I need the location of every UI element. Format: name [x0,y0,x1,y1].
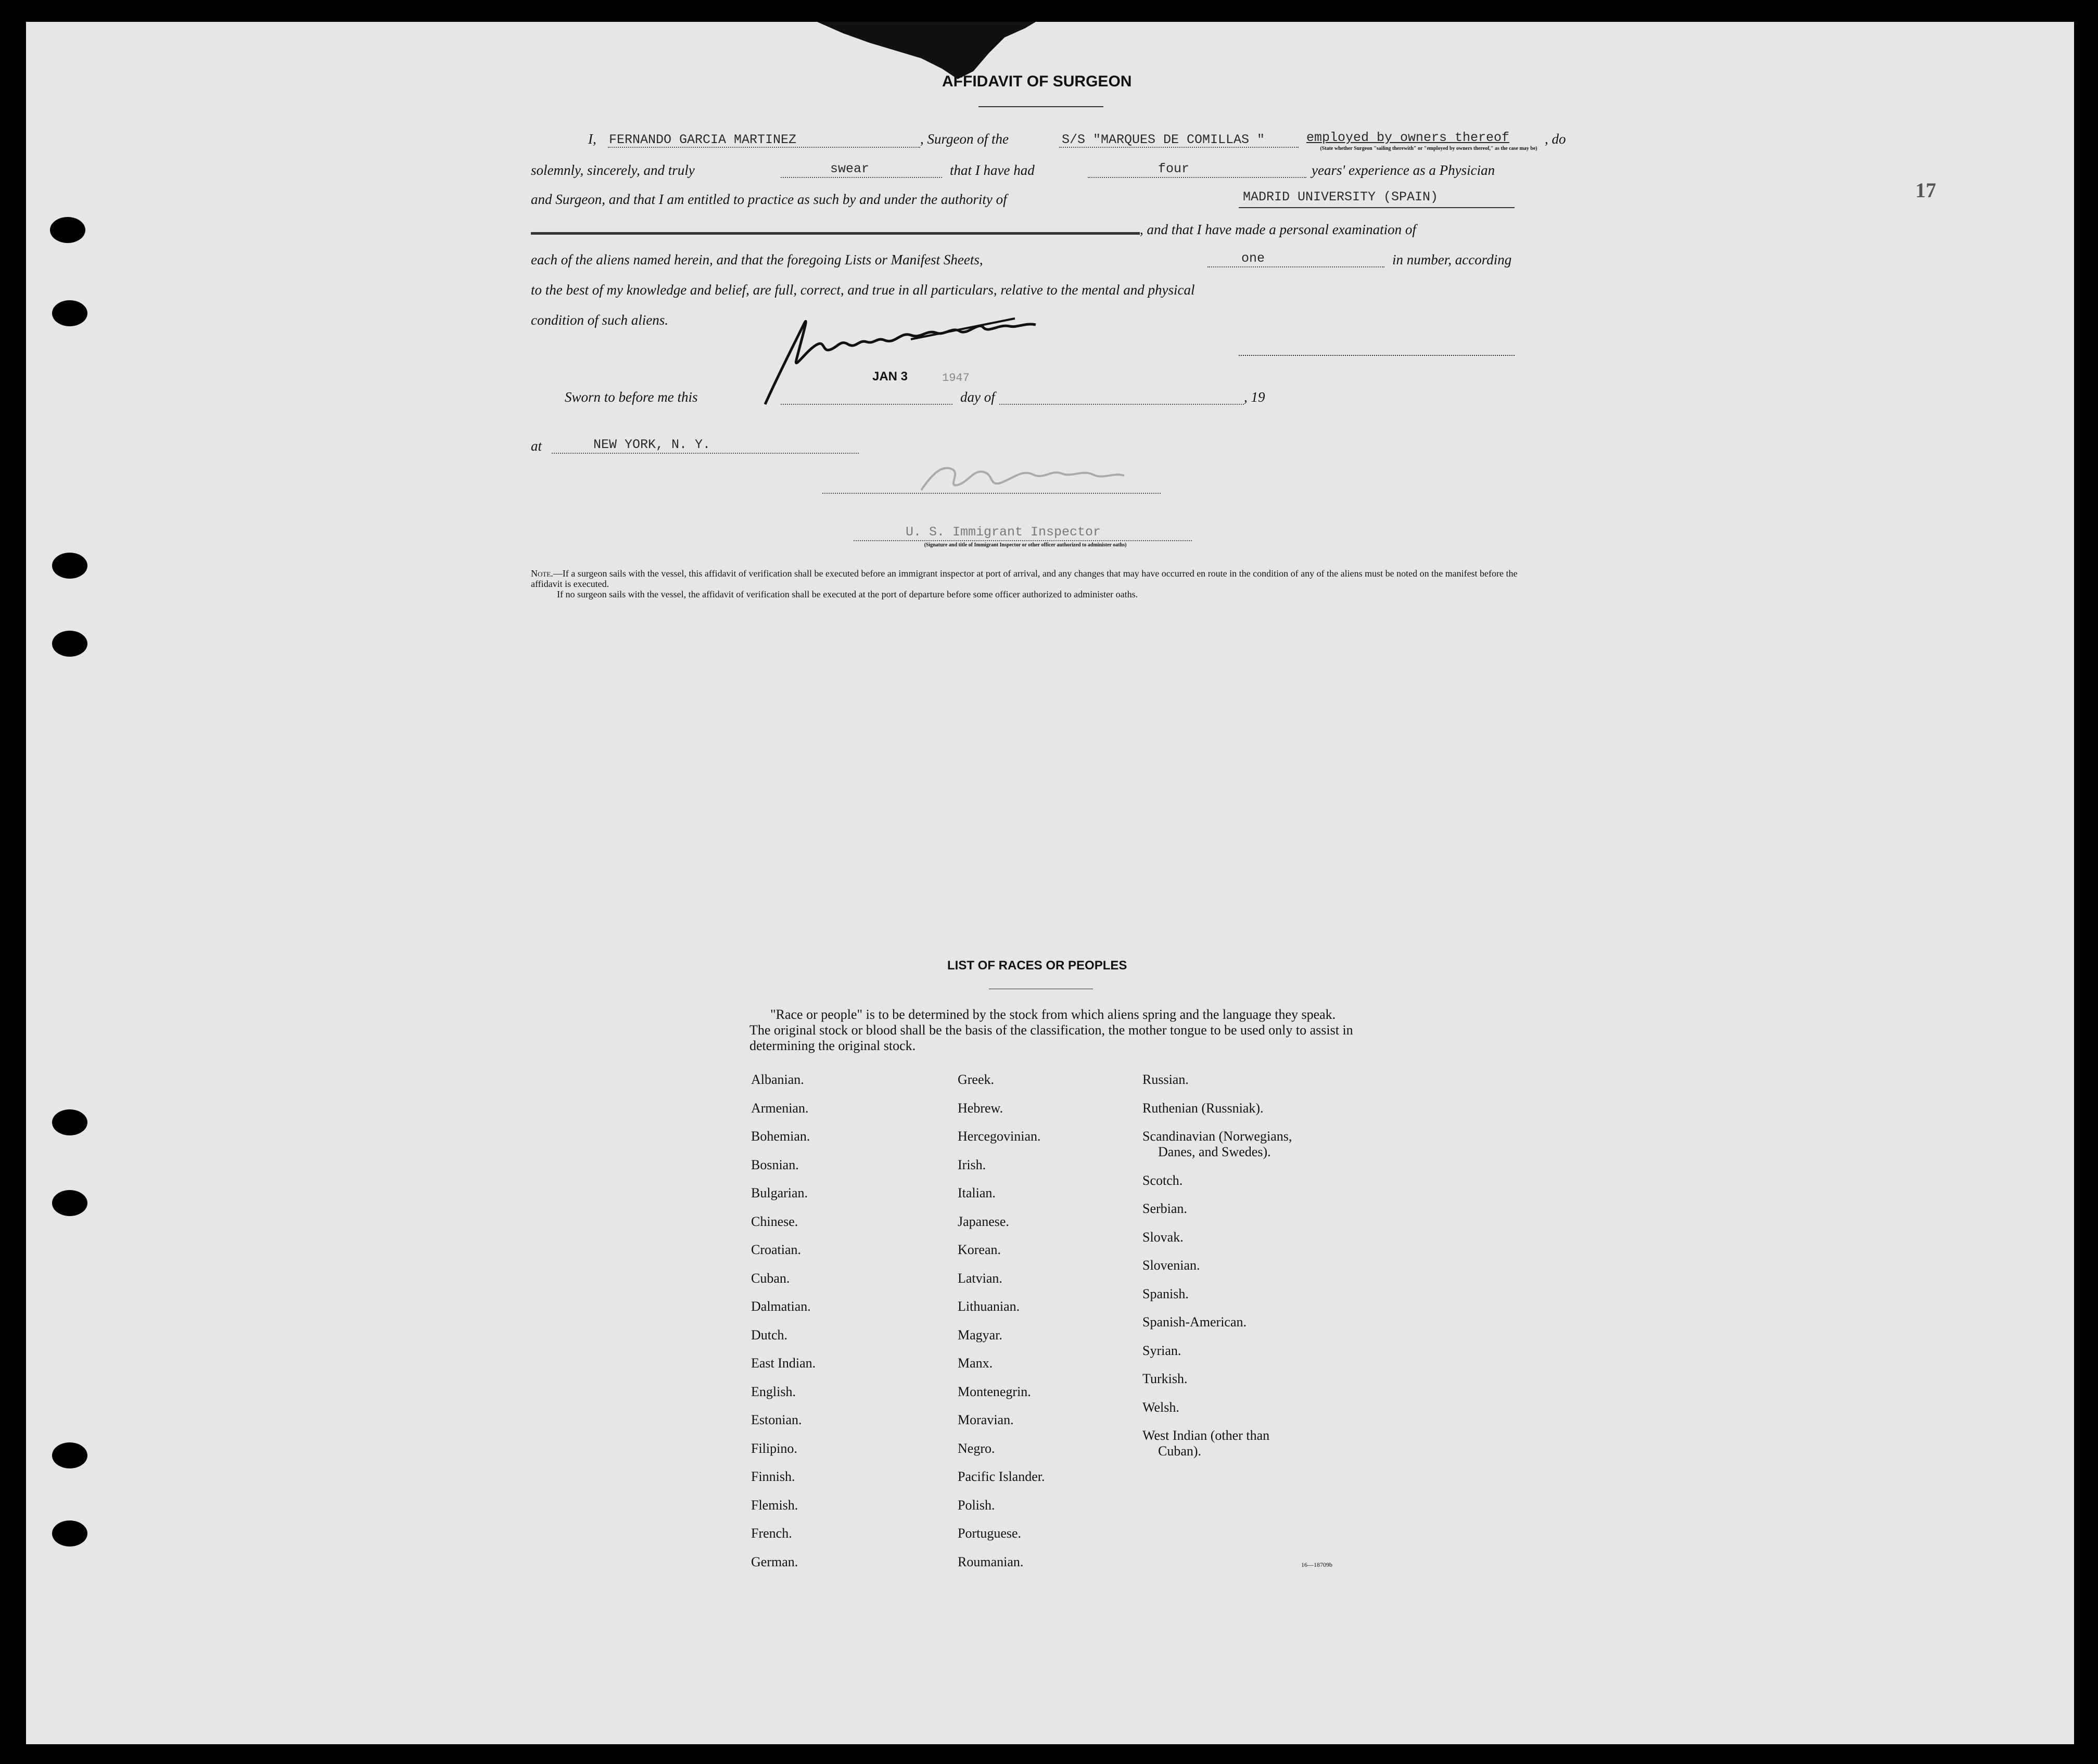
race-entry: Chinese. [751,1213,798,1229]
race-entry: Bosnian. [751,1157,799,1172]
date-stamp-year: 1947 [942,372,970,385]
oath-line [781,177,942,178]
race-entry: Cuban). [1158,1443,1202,1459]
race-entry: Finnish. [751,1469,795,1484]
race-entry: Estonian. [751,1412,802,1427]
pre-name-text: I, [588,131,596,147]
oath-value: swear [830,161,870,176]
race-entry: Scandinavian (Norwegians, [1142,1129,1292,1144]
race-entry: Hercegovinian. [958,1129,1041,1144]
affidavit-title: AFFIDAVIT OF SURGEON [942,73,1132,90]
races-column-1 [751,1072,816,1582]
at-label: at [531,438,542,454]
note-label: Note. [531,568,553,579]
inspector-signature-line [822,493,1161,494]
race-entry: Syrian. [1142,1343,1181,1358]
place-line [552,453,859,454]
race-entry: Filipino. [751,1440,797,1456]
race-entry: Hebrew. [958,1100,1003,1116]
race-entry: Korean. [958,1242,1001,1257]
race-entry: Japanese. [958,1213,1009,1229]
sworn-text-b: day of [960,389,995,405]
punch-hole [52,1190,87,1216]
race-entry: French. [751,1526,792,1541]
race-entry: Italian. [958,1185,996,1200]
race-entry: Portuguese. [958,1526,1022,1541]
race-entry: Ruthenian (Russniak). [1142,1100,1264,1116]
sworn-text-c: , 19 [1244,389,1265,405]
sheets-value: one [1241,251,1265,266]
punch-hole [52,1109,87,1135]
employment-caption: (State whether Surgeon "sailing therewith" or "employed by owners thereof," as the case may be) [1320,146,1537,151]
race-entry: Danes, and Swedes). [1158,1144,1271,1159]
race-entry: Greek. [958,1072,995,1087]
signature-caption: (Signature and title of Immigrant Inspector or other officer authorized to administer oaths) [924,542,1127,548]
page-number: 17 [1915,178,1936,202]
race-entry: Scotch. [1142,1172,1183,1188]
race-entry: Lithuanian. [958,1299,1020,1314]
race-entry: Moravian. [958,1412,1014,1427]
employment-status: employed by owners thereof [1306,130,1510,145]
race-entry: Armenian. [751,1100,809,1116]
race-entry: English. [751,1384,796,1399]
race-entry: Cuban. [751,1270,790,1286]
line2-text-b: that I have had [950,162,1035,178]
surgeon-signature-line [1239,355,1515,356]
authority-value: MADRID UNIVERSITY (SPAIN) [1243,189,1439,204]
surgeon-name-line [608,147,920,148]
line2-text-c: years' experience as a Physician [1312,162,1495,178]
sworn-day-line [781,404,952,405]
races-intro: "Race or people" is to be determined by the stock from which aliens spring and the language they speak. The original stock or blood shall be the basis of the classification, the mother tongue to be used only to assist in determining the original stock. [749,1007,1353,1053]
race-entry: West Indian (other than [1142,1428,1270,1443]
years-value: four [1158,161,1190,176]
race-entry: Pacific Islander. [958,1469,1045,1484]
punch-hole [52,300,87,326]
race-entry: Roumanian. [958,1554,1024,1569]
race-entry: Magyar. [958,1327,1002,1343]
punch-hole [50,217,85,243]
line6-text: to the best of my knowledge and belief, are full, correct, and true in all particulars, relative to the mental and physical [531,282,1195,298]
line2-text-a: solemnly, sincerely, and truly [531,162,695,178]
line5-text-a: each of the aliens named herein, and that the foregoing Lists or Manifest Sheets, [531,252,983,267]
race-entry: Bulgarian. [751,1185,808,1200]
race-entry: Welsh. [1142,1399,1179,1415]
races-column-3 [1142,1072,1292,1472]
authority-line [1239,207,1515,208]
race-entry: Negro. [958,1440,995,1456]
ship-line [1059,147,1299,148]
race-entry: Flemish. [751,1497,798,1513]
title-rule [978,106,1103,107]
ship-name: S/S "MARQUES DE COMILLAS " [1062,132,1265,147]
races-title: LIST OF RACES OR PEOPLES [947,958,1127,973]
surgeon-signature [755,303,1046,412]
surgeon-of-text: , Surgeon of the [920,131,1009,147]
race-entry: East Indian. [751,1356,816,1371]
race-entry: Russian. [1142,1072,1189,1087]
line4-text: , and that I have made a personal examination of [1140,222,1416,237]
race-entry: Dalmatian. [751,1299,811,1314]
punch-hole [52,1442,87,1468]
date-stamp: JAN 3 [872,369,908,384]
line3-text: and Surgeon, and that I am entitled to practice as such by and under the authority of [531,191,1007,207]
race-entry: German. [751,1554,798,1569]
race-entry: Irish. [958,1157,986,1172]
place-value: NEW YORK, N. Y. [593,437,711,452]
line5-text-b: in number, according [1392,252,1512,267]
note-paragraph-2: If no surgeon sails with the vessel, the affidavit of verification shall be executed at the port of departure before some officer authorized to administer oaths. [557,589,1138,599]
sworn-month-line [999,404,1244,405]
race-entry: Bohemian. [751,1129,810,1144]
do-text: , do [1545,131,1566,147]
surgeon-name: FERNANDO GARCIA MARTINEZ [609,132,797,147]
race-entry: Dutch. [751,1327,788,1343]
note-paragraph-1 [531,568,1530,589]
race-entry: Montenegrin. [958,1384,1031,1399]
race-entry: Slovak. [1142,1229,1184,1245]
inspector-title-line [854,540,1192,541]
races-column-2 [958,1072,1045,1582]
race-entry: Latvian. [958,1270,1002,1286]
punch-hole [52,631,87,657]
race-entry: Manx. [958,1356,993,1371]
authority-line-2 [531,232,1140,235]
race-entry: Serbian. [1142,1201,1187,1216]
race-entry: Spanish. [1142,1286,1189,1301]
document-page [26,22,2074,1744]
race-entry: Polish. [958,1497,995,1513]
punch-hole [52,1520,87,1546]
race-entry: Turkish. [1142,1371,1188,1386]
sworn-text-a: Sworn to before me this [565,389,698,405]
race-entry: Croatian. [751,1242,802,1257]
punch-hole [52,553,87,579]
race-entry: Albanian. [751,1072,804,1087]
line7-text: condition of such aliens. [531,312,668,328]
race-entry: Slovenian. [1142,1258,1200,1273]
note-text-1: —If a surgeon sails with the vessel, this affidavit of verification shall be executed before an immigrant inspector at port of arrival, and any changes that may have occurred en route in the condition of any of the aliens must be noted on the manifest before the affidavit is executed. [531,568,1518,589]
years-line [1088,177,1306,178]
inspector-title: U. S. Immigrant Inspector [906,525,1101,540]
sheets-line [1207,266,1384,267]
race-entry: Spanish-American. [1142,1314,1247,1330]
form-number: 16—18709b [1301,1561,1332,1568]
